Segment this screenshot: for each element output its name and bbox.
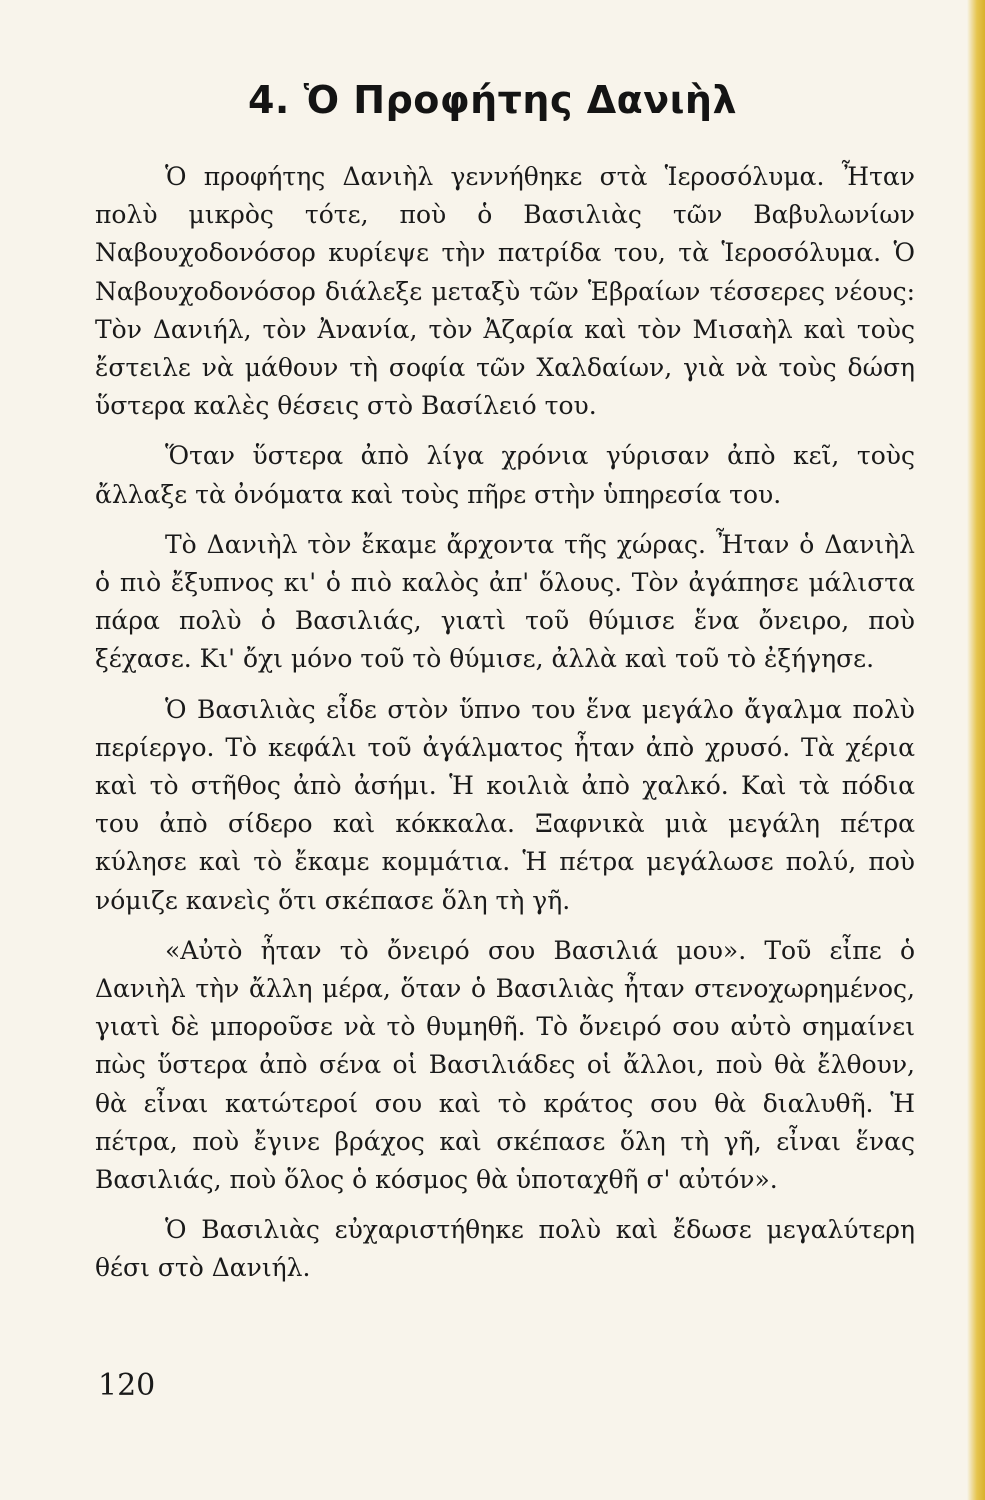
chapter-title: 4. Ὁ Προφήτης Δανιὴλ [247,78,738,122]
paragraph-1: Ὁ προφήτης Δανιὴλ γεννήθηκε στὰ Ἱεροσόλυμα. Ἦταν πολὺ μικρὸς τότε, ποὺ ὁ Βασιλιὰς τῶν Βαβυλωνίων Ναβουχοδονόσορ κυρίεψε τὴν πατρίδα του, τὰ Ἱεροσόλυμα. Ὁ Ναβουχοδονόσορ διάλεξε μεταξὺ τῶν Ἑβραίων τέσσερες νέους: Τὸν Δανιήλ, τὸν Ἀνανία, τὸν Ἀζαρία καὶ τὸν Μισαὴλ καὶ τοὺς ἔστειλε νὰ μάθουν τὴ σοφία τῶν Χαλδαίων, γιὰ νὰ τοὺς δώση ὕστερα καλὲς θέσεις στὸ Βασίλειό του. [95,162,915,421]
page-number: 120 [98,1368,156,1403]
paragraph-3: Τὸ Δανιὴλ τὸν ἔκαμε ἄρχοντα τῆς χώρας. Ἦταν ὁ Δανιὴλ ὁ πιὸ ἔξυπνος κι' ὁ πιὸ καλὸς ἀπ' ὅλους. Τὸν ἀγάπησε μάλιστα πάρα πολὺ ὁ Βασιλιάς, γιατὶ τοῦ θύμισε ἕνα ὄνειρο, ποὺ ξέχασε. Κι' ὄχι μόνο τοῦ τὸ θύμισε, ἀλλὰ καὶ τοῦ τὸ ἐξήγησε. [95,529,915,674]
paragraph-4: Ὁ Βασιλιὰς εἶδε στὸν ὕπνο του ἕνα μεγάλο ἄγαλμα πολὺ περίεργο. Τὸ κεφάλι τοῦ ἀγάλματος ἦταν ἀπὸ χρυσό. Τὰ χέρια καὶ τὸ στῆθος ἀπὸ ἀσήμι. Ἡ κοιλιὰ ἀπὸ χαλκό. Καὶ τὰ πόδια του ἀπὸ σίδερο καὶ κόκκαλα. Ξαφνικὰ μιὰ μεγάλη πέτρα κύλησε καὶ τὸ ἔκαμε κομμάτια. Ἡ πέτρα μεγάλωσε πολύ, ποὺ νόμιζε κανεὶς ὅτι σκέπασε ὅλη τὴ γῆ. [95,694,915,915]
paragraph-5: «Αὐτὸ ἦταν τὸ ὄνειρό σου Βασιλιά μου». Τοῦ εἶπε ὁ Δανιὴλ τὴν ἄλλη μέρα, ὅταν ὁ Βασιλιὰς ἦταν στενοχωρημένος, γιατὶ δὲ μποροῦσε νὰ τὸ θυμηθῆ. Τὸ ὄνειρό σου αὐτὸ σημαίνει πὼς ὕστερα ἀπὸ σένα οἱ Βασιλιάδες οἱ ἄλλοι, ποὺ θὰ ἔλθουν, θὰ εἶναι κατώτεροί σου καὶ τὸ κράτος σου θὰ διαλυθῆ. Ἡ πέτρα, ποὺ ἔγινε βράχος καὶ σκέπασε ὅλη τὴ γῆ, εἶναι ἕνας Βασιλιάς, ποὺ ὅλος ὁ κόσμος θὰ ὑποταχθῆ σ' αὐτόν». [95,935,915,1195]
paragraph-2: Ὅταν ὕστερα ἀπὸ λίγα χρόνια γύρισαν ἀπὸ κεῖ, τοὺς ἄλλαξε τὰ ὀνόματα καὶ τοὺς πῆρε στὴν ὑπηρεσία του. [95,441,915,509]
page-edge [967,0,985,1500]
chapter-body [95,158,915,1288]
paragraph-6: Ὁ Βασιλιὰς εὐχαριστήθηκε πολὺ καὶ ἔδωσε μεγαλύτερη θέσι στὸ Δανιήλ. [95,1215,915,1283]
